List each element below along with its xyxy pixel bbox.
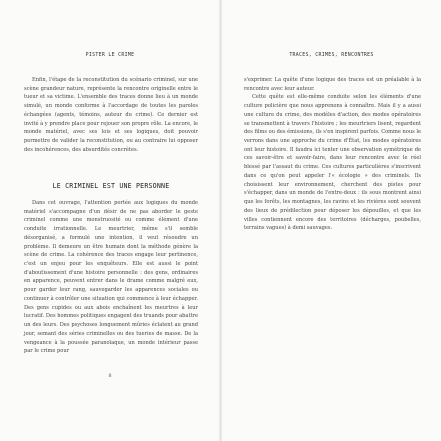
page-number: 8 xyxy=(108,374,112,379)
right-page xyxy=(222,0,441,441)
paragraph: Enfin, l'étape de la reconstitution du scénario criminel, sur une scène grandeur nature, représente la rencontre originelle entre le tueur et sa victime. L'ensemble des traces donne lieu à un monde simulé, un monde conforme à l'accordage de toutes les paroles échangées (agents, témoins, auteur du crime). Ce dernier est invité à y prendre place pour rejouer son propre rôle. La encore, le monde matériel, avec ses lois et ses logiques, doit pouvoir permettre de valider la reconstitution, ou au contraire lui opposer des incohérences, des absurdités concrètes. xyxy=(24,77,198,153)
right-text xyxy=(244,76,421,233)
running-head-left: PISTER LE CRIME xyxy=(85,52,135,58)
paragraph: s'exprimer. La quête d'une logique des traces est un préalable à la rencontre avec leur auteur. xyxy=(244,77,421,92)
paragraph: Dans cet ouvrage, l'attention portée aux logiques du monde matériel s'accompagne d'un désir de ne pas aborder le geste criminel comme une monstruosité ou comme élément d'une conduite irrationnelle. Le meurtrier, même s'il semble désorganisé, a formulé une intention, il veut résoudre un problème. Il demeure un être humain dont la méthode génère la scène de crime. La cohérence des traces engage leur pertinence, c'est un enjeu pour les enquêteurs. Elle est aussi le point d'aboutissement d'une histoire personnelle : des gens, ordinaires en apparence, peuvent entrer dans le drame comme malgré eux, pour garder leur rang, sauvegarder les apparences sociales ou continuer à contrôler une situation qui commence à leur échapper. Des gens cupides ou aux abois enchaînent les meurtres à leur lucratif. Des hommes politiques engagent des truands pour abattre un des leurs. Des psychoses longuement mûries éclatent au grand jour, semant des séries criminelles ou des tueries de masse. De la vengeance à la poussée paranoïaque, un monde intérieur passe par le crime pour xyxy=(24,200,198,355)
paragraph: Cette quête est elle-même conduite selon les éléments d'une culture policière que nous apprenons à connaître. Mais il y a aussi une culture du crime, des modèles d'action, des modes opératoires se transmettent à travers l'histoire ; les meurtriers lisent, regardent des films ou des émissions, ils s'en inspirent parfois. Comme nous le verrons dans une approche du crime d'État, les modes opératoires ont leur histoire. Il faudra ici tenter une observation symétrique de ces savoir-être et savoir-faire, dans leur rencontre avec le réel blessé par l'assaut du crime. Ces cultures particulières s'inscrivent dans ce qu'on peut appeler l'« écologie » des criminels. Ils choisissent leur environnement, cherchent des pistes pour s'échapper, dans un monde de l'entre-deux : ils sous montrent ainsi que les forêts, les montagnes, les ravins et les rivières sont souvent des lieux de prédilection pour déposer les dépouilles, et que les villes contiennent encore des territoires (décharges, poubelles, terrains vagues) à demi sauvages. xyxy=(244,94,421,232)
left-section-text xyxy=(24,199,198,356)
section-title: LE CRIMINEL EST UNE PERSONNE xyxy=(52,182,170,190)
running-head-right: TRACES, CRIMES, RENCONTRES xyxy=(289,52,374,58)
left-intro-text xyxy=(24,76,198,154)
left-page xyxy=(0,0,220,441)
